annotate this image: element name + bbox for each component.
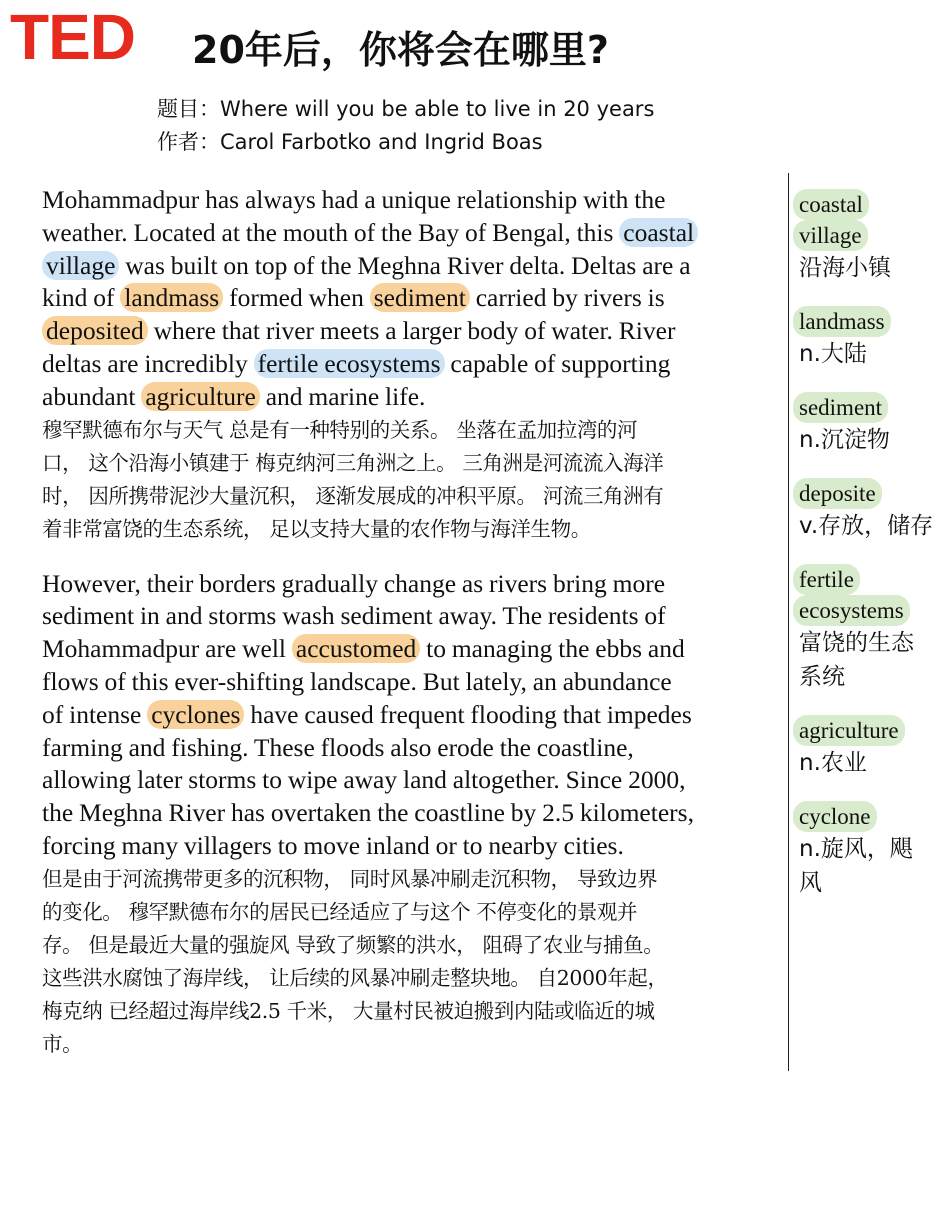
- vocab-term-row: [793, 715, 950, 746]
- chinese-translation-line: 口， 这个沿海小镇建于 梅克纳河三角洲之上。 三角洲是河流流入海洋: [42, 450, 664, 475]
- text-segment: Mohammadpur are well: [42, 634, 292, 664]
- vocab-term: agriculture: [793, 715, 905, 746]
- paragraph-1-chinese: [42, 414, 784, 546]
- vocab-term-row: [793, 392, 950, 423]
- vocabulary-sidebar: [793, 189, 950, 921]
- vocab-term: fertile: [793, 564, 860, 595]
- vocab-term-row: [793, 801, 950, 832]
- ted-logo: TED: [10, 1, 135, 73]
- text-segment: However, their borders gradually change as rivers bring more: [42, 568, 666, 598]
- vocab-term: cyclone: [793, 801, 877, 832]
- vocab-definition: 沿海小镇: [799, 255, 891, 281]
- vocab-definition: n.旋风，飓: [799, 836, 913, 862]
- english-line: [42, 764, 784, 797]
- chinese-translation-line: 这些洪水腐蚀了海岸线， 让后续的风暴冲刷走整块地。 自2000年起，: [42, 965, 668, 990]
- english-line: [42, 732, 784, 765]
- article-author: 作者：Carol Farbotko and Ingrid Boas: [157, 130, 543, 154]
- english-line: [42, 315, 784, 348]
- column-divider: [788, 173, 789, 1071]
- english-line: [42, 250, 784, 283]
- english-line: [42, 217, 784, 250]
- vocab-term-row: [793, 478, 950, 509]
- text-segment: of intense: [42, 699, 148, 729]
- english-line: [42, 699, 784, 732]
- vocab-item: [793, 801, 950, 900]
- chinese-translation-line: 存。 但是最近大量的强旋风 导致了频繁的洪水， 阻碍了农业与捕鱼。: [42, 932, 664, 957]
- vocab-definition: 富饶的生态: [799, 630, 914, 656]
- vocab-item: [793, 564, 950, 694]
- english-line: [42, 381, 784, 414]
- paragraph-1-english: [42, 184, 784, 414]
- vocab-definition: n.沉淀物: [799, 427, 890, 453]
- chinese-translation-line: 着非常富饶的生态系统， 足以支持大量的农作物与海洋生物。: [42, 516, 591, 541]
- vocab-term: coastal: [793, 189, 869, 220]
- text-segment: weather. Located at the mouth of the Bay of Bengal, this: [42, 217, 620, 247]
- english-line: [42, 666, 784, 699]
- english-line: [42, 348, 784, 381]
- english-line: [42, 600, 784, 633]
- chinese-translation-line: 时， 因所携带泥沙大量沉积， 逐渐发展成的冲积平原。 河流三角洲有: [42, 483, 664, 508]
- vocab-term-row: [793, 220, 950, 251]
- english-line: [42, 282, 784, 315]
- article-topic: 题目：Where will you be able to live in 20 years: [157, 97, 655, 121]
- vocab-term-row: [793, 564, 950, 595]
- vocab-item: [793, 392, 950, 457]
- vocab-definition: n.大陆: [799, 341, 867, 367]
- highlighted-term: fertile ecosystems: [254, 349, 445, 378]
- highlighted-term: deposited: [42, 316, 148, 345]
- vocab-item: [793, 306, 950, 371]
- text-segment: deltas are incredibly: [42, 348, 254, 378]
- text-segment: allowing later storms to wipe away land altogether. Since 2000,: [42, 765, 686, 795]
- page-title: 20年后，你将会在哪里?: [192, 28, 609, 72]
- vocab-term: ecosystems: [793, 595, 910, 626]
- chinese-translation-line: 市。: [42, 1031, 83, 1056]
- highlighted-term: coastal: [619, 218, 698, 247]
- english-line: [42, 797, 784, 830]
- vocab-item: [793, 478, 950, 543]
- vocab-term-row: [793, 306, 950, 337]
- vocab-item: [793, 715, 950, 780]
- text-segment: carried by rivers is: [469, 283, 665, 313]
- paragraph-2-chinese: [42, 863, 784, 1061]
- vocab-definition: v.存放，储存: [799, 513, 934, 539]
- paragraph-gap: [42, 546, 784, 568]
- text-segment: was built on top of the Meghna River delta. Deltas are a: [119, 250, 691, 280]
- english-line: [42, 184, 784, 217]
- text-segment: to managing the ebbs and: [420, 634, 685, 664]
- text-segment: flows of this ever-shifting landscape. But lately, an abundance: [42, 666, 672, 696]
- highlighted-term: agriculture: [141, 382, 259, 411]
- vocab-term-row: [793, 595, 950, 626]
- vocab-definition: 风: [799, 870, 822, 896]
- highlighted-term: cyclones: [147, 700, 244, 729]
- text-segment: abundant: [42, 381, 142, 411]
- vocab-item: [793, 189, 950, 285]
- highlighted-term: accustomed: [292, 634, 420, 663]
- text-segment: capable of supporting: [444, 348, 671, 378]
- highlighted-term: sediment: [370, 283, 470, 312]
- vocab-term: sediment: [793, 392, 888, 423]
- text-segment: where that river meets a larger body of water. River: [147, 316, 676, 346]
- english-line: [42, 568, 784, 601]
- paragraph-2-english: [42, 568, 784, 863]
- text-segment: and marine life.: [259, 381, 426, 411]
- vocab-term: village: [793, 220, 868, 251]
- text-segment: farming and fishing. These floods also erode the coastline,: [42, 732, 634, 762]
- text-segment: Mohammadpur has always had a unique relationship with the: [42, 185, 666, 214]
- vocab-term: deposite: [793, 478, 882, 509]
- english-line: [42, 830, 784, 863]
- english-line: [42, 633, 784, 666]
- chinese-translation-line: 梅克纳 已经超过海岸线2.5 千米， 大量村民被迫搬到内陆或临近的城: [42, 998, 655, 1023]
- text-segment: the Meghna River has overtaken the coastline by 2.5 kilometers,: [42, 798, 694, 828]
- text-segment: have caused frequent flooding that impedes: [244, 699, 692, 729]
- text-segment: formed when: [223, 283, 370, 313]
- chinese-translation-line: 但是由于河流携带更多的沉积物， 同时风暴冲刷走沉积物， 导致边界: [42, 866, 658, 891]
- vocab-definition: 系统: [799, 664, 845, 690]
- text-segment: forcing many villagers to move inland or to nearby cities.: [42, 830, 624, 860]
- text-segment: kind of: [42, 283, 121, 313]
- vocab-term-row: [793, 189, 950, 220]
- vocab-term: landmass: [793, 306, 891, 337]
- chinese-translation-line: 的变化。 穆罕默德布尔的居民已经适应了与这个 不停变化的景观并: [42, 899, 638, 924]
- vocab-definition: n.农业: [799, 750, 867, 776]
- highlighted-term: landmass: [120, 283, 223, 312]
- chinese-translation-line: 穆罕默德布尔与天气 总是有一种特别的关系。 坐落在孟加拉湾的河: [42, 417, 638, 442]
- article-body: [42, 184, 784, 1061]
- text-segment: sediment in and storms wash sediment away. The residents of: [42, 601, 666, 631]
- highlighted-term: village: [42, 251, 119, 280]
